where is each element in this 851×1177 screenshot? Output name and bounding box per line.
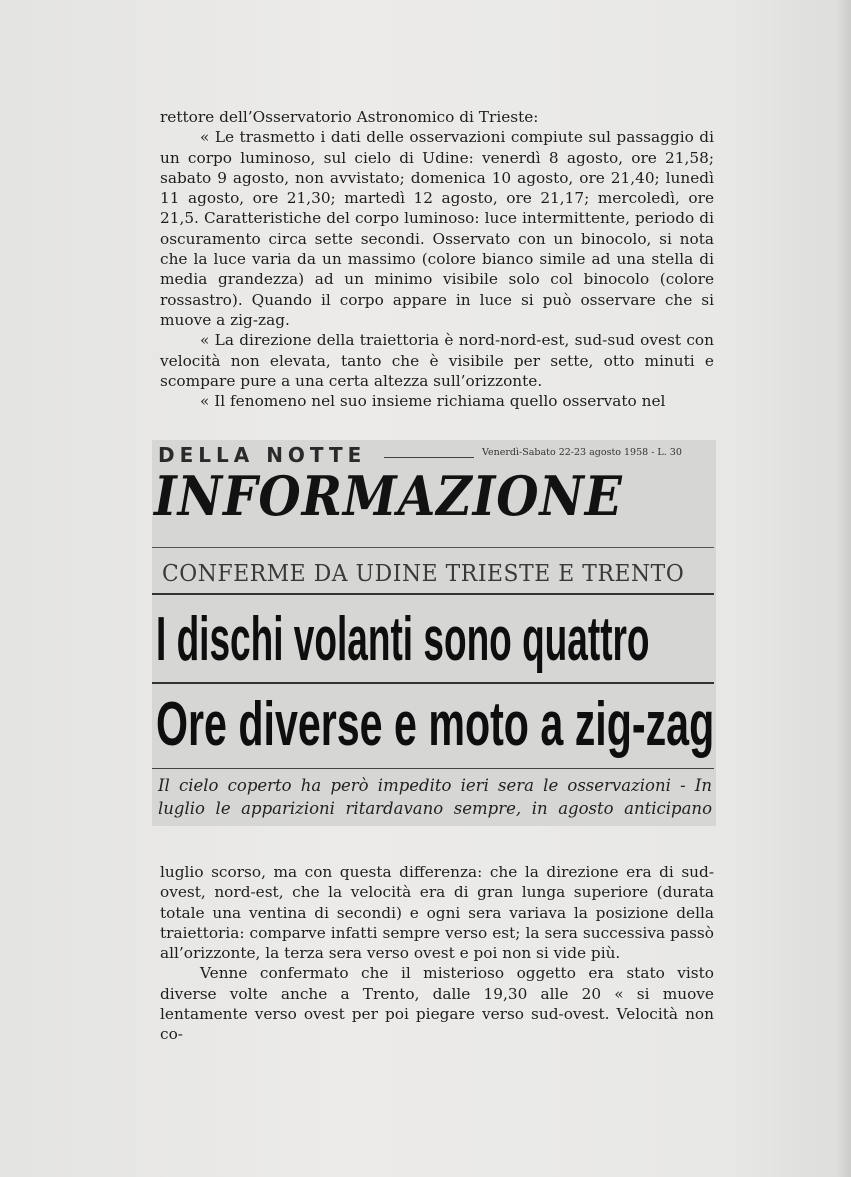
rule <box>152 768 714 769</box>
paragraph: « Le trasmetto i dati delle osservazioni compiute sul passaggio di un corpo luminoso, sul cielo di Udine: venerdì 8 agosto, ore 21,58; sabato 9 agosto, non avvistato; domenica 10 agosto, ore 21,40; lunedì 11 agosto, ore 21,30; martedì 12 agosto, ore 21,17; mercoledì, ore 21,5. Caratteristiche del corpo luminoso: luce intermittente, periodo di oscuramento circa sette secondi. Osservato con un binocolo, si nota che la luce varia da un massimo (colore bianco simile ad una stella di media grandezza) ad un minimo visibile solo col binocolo (colore rossastro). Quando il corpo appare in luce si può osservare che si muove a zig-zag. <box>160 128 714 329</box>
bottom-text-block <box>160 862 714 1045</box>
issue-date: Venerdì-Sabato 22-23 agosto 1958 - L. 30 <box>482 447 682 458</box>
headline-2: Ore diverse e moto a zig-zag <box>156 690 715 759</box>
subheadline: Il cielo coperto ha però impedito ieri sera le osservazioni - In luglio le apparizioni ritardavano sempre, in agosto anticipano <box>158 776 712 818</box>
paragraph: « La direzione della traiettoria è nord-nord-est, sud-sud ovest con velocità non elevata, tanto che è visibile per sette, otto minuti e scompare pure a una certa altezza sull’orizzonte. <box>160 331 714 390</box>
page-edge-shadow <box>837 0 851 1177</box>
masthead-name: DELLA NOTTE <box>158 443 367 467</box>
rule <box>152 593 714 595</box>
paragraph: rettore dell’Osservatorio Astronomico di Trieste: <box>160 108 539 126</box>
paragraph: « Il fenomeno nel suo insieme richiama quello osservato nel <box>200 392 666 411</box>
masthead-divider <box>384 457 474 458</box>
newspaper-title: INFORMAZIONE <box>154 464 623 528</box>
headline-1: I dischi volanti sono quattro <box>156 605 650 674</box>
top-text-block <box>160 107 714 411</box>
paragraph: luglio scorso, ma con questa differenza: che la direzione era di sud-ovest, nord-est, che la velocità era di gran lunga superiore (durata totale una ventina di secondi) e ogni sera variava la posizione della traiettoria: comparve infatti sempre verso est; la sera successiva passò all’orizzonte, la terza sera verso ovest e poi non si vide più. <box>160 863 714 963</box>
rule <box>152 547 714 548</box>
kicker: CONFERME DA UDINE TRIESTE E TRENTO <box>162 561 685 587</box>
rule <box>152 682 714 684</box>
newspaper-clipping <box>152 440 716 826</box>
paragraph: Venne confermato che il misterioso oggetto era stato visto diverse volte anche a Trento, dalle 19,30 alle 20 « si muove lentamente verso ovest per poi piegare verso sud-ovest. Velocità non co- <box>160 964 714 1044</box>
